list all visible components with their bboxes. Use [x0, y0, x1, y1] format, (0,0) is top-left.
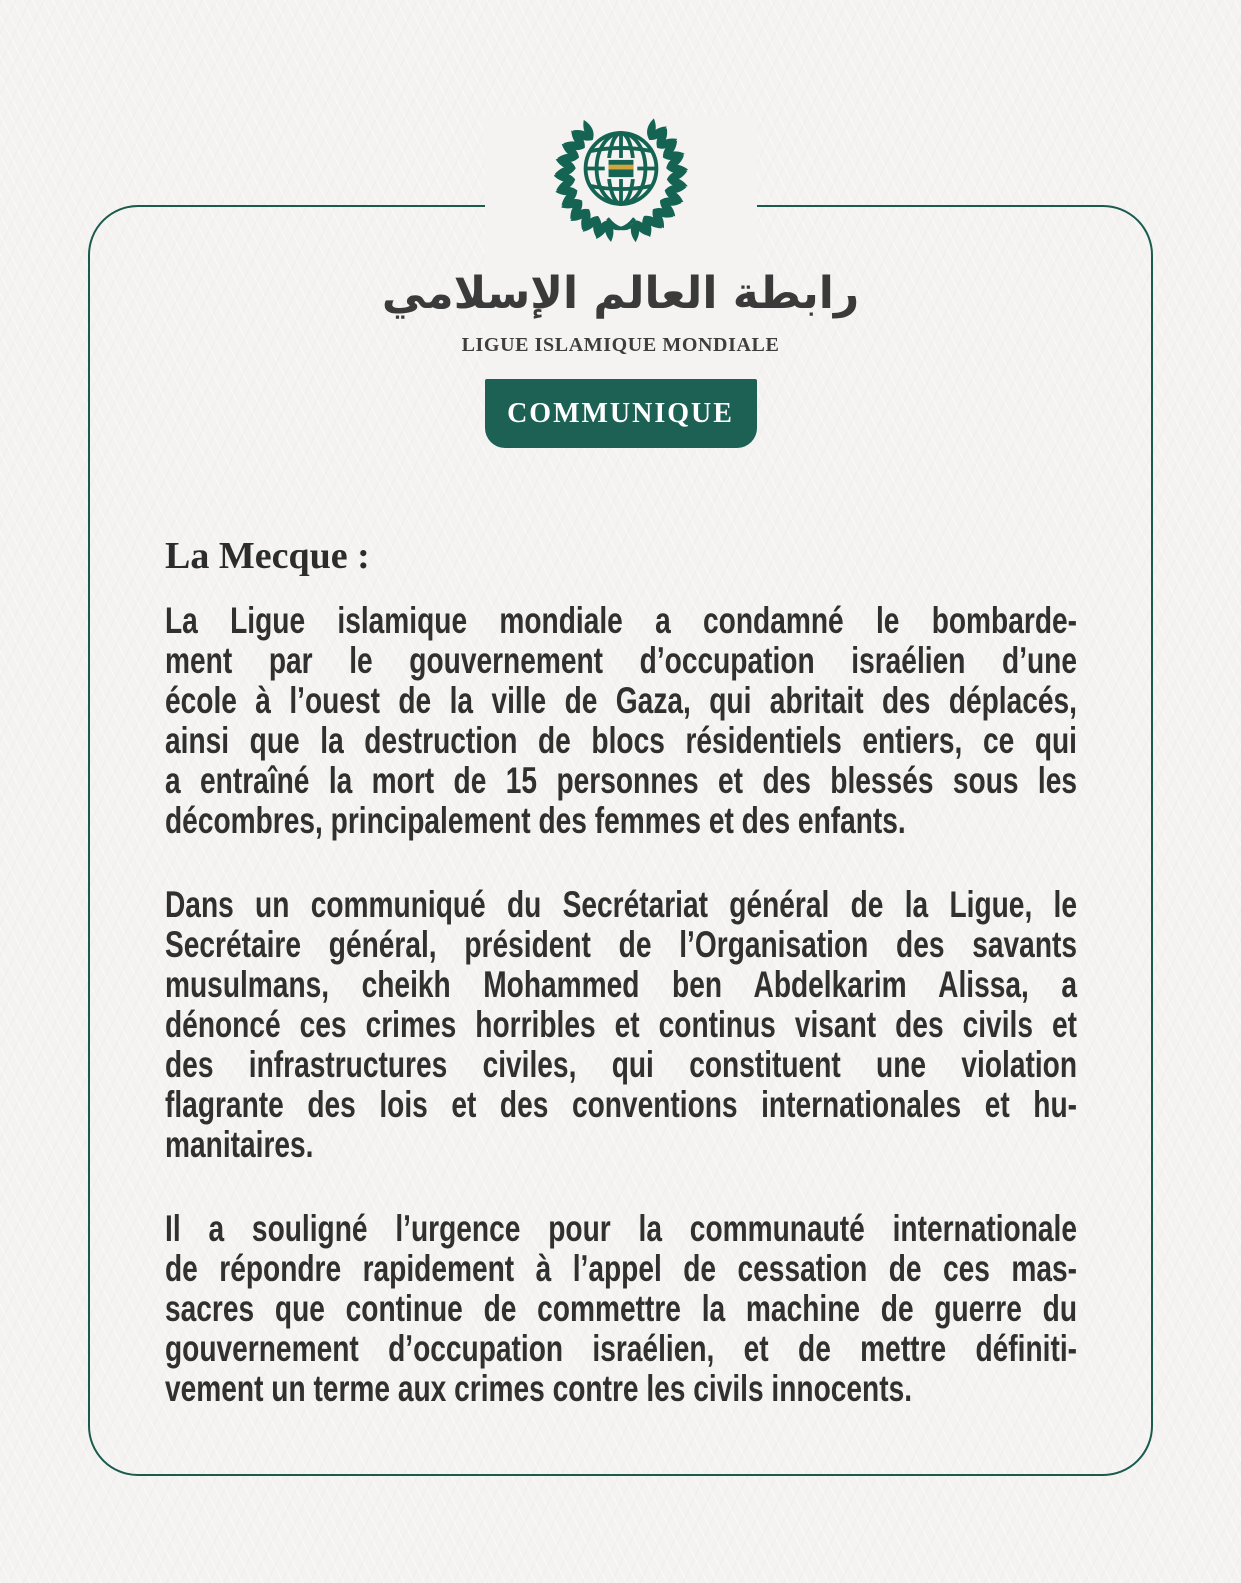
text-line: musulmans, cheikh Mohammed ben Abdelkarim Alissa, a — [165, 964, 1077, 1005]
text-line: des infrastructures civiles, qui constituent une violation — [165, 1044, 1077, 1085]
org-name-french: LIGUE ISLAMIQUE MONDIALE — [461, 334, 780, 356]
text-line: sacres que continue de commettre la machine de guerre du — [165, 1288, 1077, 1329]
text-line: de répondre rapidement à l’appel de cessation de ces mas- — [165, 1248, 1077, 1289]
text-line: ment par le gouvernement d’occupation israélien d’une — [165, 640, 1077, 681]
text-line: manitaires. — [165, 1124, 314, 1165]
text-line: vement un terme aux crimes contre les civils innocents. — [165, 1368, 913, 1409]
text-line: décombres, principalement des femmes et des enfants. — [165, 800, 906, 841]
text-line: dénoncé ces crimes horribles et continus visant des civils et — [165, 1004, 1077, 1045]
body-text — [165, 601, 1077, 1453]
wreath-globe-icon — [554, 116, 688, 244]
text-line: Il a souligné l’urgence pour la communauté internationale — [165, 1208, 1077, 1249]
text-line: La Ligue islamique mondiale a condamné le bombarde- — [165, 600, 1077, 641]
text-line: Secrétaire général, président de l’Organisation des savants — [165, 924, 1077, 965]
text-line: flagrante des lois et des conventions internationales et hu- — [165, 1084, 1077, 1125]
text-line: a entraîné la mort de 15 personnes et des blessés sous les — [165, 760, 1077, 801]
dateline: La Mecque : — [165, 535, 370, 577]
communique-badge: COMMUNIQUE — [485, 379, 757, 448]
text-line: ainsi que la destruction de blocs résidentiels entiers, ce qui — [165, 720, 1077, 761]
text-line: gouvernement d’occupation israélien, et de mettre définiti- — [165, 1328, 1077, 1369]
paragraph — [165, 601, 1077, 841]
paragraph — [165, 1209, 1077, 1409]
text-line: école à l’ouest de la ville de Gaza, qui abritait des déplacés, — [165, 680, 1077, 721]
text-line: Dans un communiqué du Secrétariat général de la Ligue, le — [165, 884, 1077, 925]
header — [381, 116, 860, 448]
paragraph — [165, 885, 1077, 1165]
org-name-arabic: رابطة العالم الإسلامي — [381, 268, 860, 319]
